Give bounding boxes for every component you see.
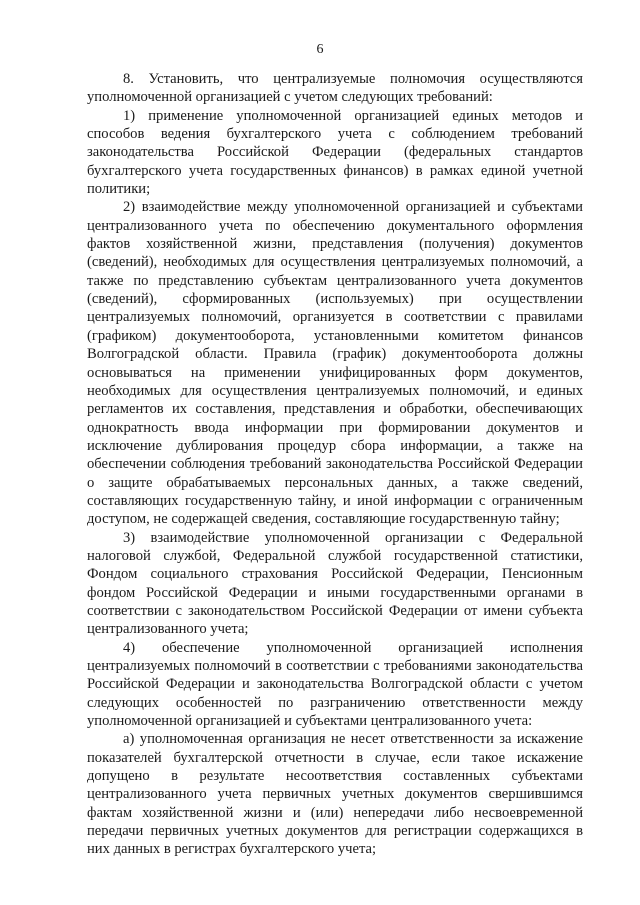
paragraph-item-1: 1) применение уполномоченной организацией единых методов и способов ведения бухгалтерского учета с соблюдением требований законодательства Российской Федерации (федеральных стандартов бухгалтерского учета государственных финансов) в рамках единой учетной политики;	[87, 107, 583, 198]
page-number: 6	[316, 42, 324, 57]
paragraph-item-2: 2) взаимодействие между уполномоченной организацией и субъектами централизованного учета по обеспечению документального оформления фактов хозяйственной жизни, представления (получения) документов (сведений), необходимых для осуществления централизуемых полномочий, а также по представлению субъектам централизованного учета документов (сведений), сформированных (используемых) при осуществлении централизуемых полномочий, организуется в соответствии с правилами (графиком) документооборота, установленными комитетом финансов Волгоградской области. Правила (график) документооборота должны основываться на применении унифицированных форм документов, необходимых для осуществления централизуемых полномочий, и единых регламентов их составления, представления и обработки, обеспечивающих однократность ввода информации при формировании документов и исключение дублирования процедур сбора информации, а также на обеспечении соблюдения требований законодательства Российской Федерации о защите обрабатываемых персональных данных, а также сведений, составляющих государственную тайну, и иной информации с ограниченным доступом, не содержащей сведения, составляющие государственную тайну;	[87, 199, 583, 528]
document-body	[87, 70, 583, 859]
paragraph-item-3: 3) взаимодействие уполномоченной организации с Федеральной налоговой службой, Федеральной службой государственной статистики, Фондом социального страхования Российской Федерации, Пенсионным фондом Российской Федерации и иными государственными органами в соответствии с законодательством Российской Федерации от имени субъекта централизованного учета;	[87, 529, 583, 638]
paragraph-item-4: 4) обеспечение уполномоченной организацией исполнения централизуемых полномочий в соответствии с требованиями законодательства Российской Федерации и законодательства Волгоградской области с учетом следующих особенностей по разграничению ответственности между уполномоченной организацией и субъектами централизованного учета:	[87, 639, 583, 730]
paragraph-subitem-a: а) уполномоченная организация не несет ответственности за искажение показателей бухгалтерской отчетности в случае, если такое искажение допущено в результате несоответствия составленных субъектами централизованного учета первичных учетных документов свершившимся фактам хозяйственной жизни и (или) непередачи либо несвоевременной передачи первичных учетных документов для регистрации содержащихся в них данных в регистрах бухгалтерского учета;	[87, 731, 583, 858]
paragraph-8: 8. Установить, что централизуемые полномочия осуществляются уполномоченной организацией с учетом следующих требований:	[87, 71, 583, 106]
